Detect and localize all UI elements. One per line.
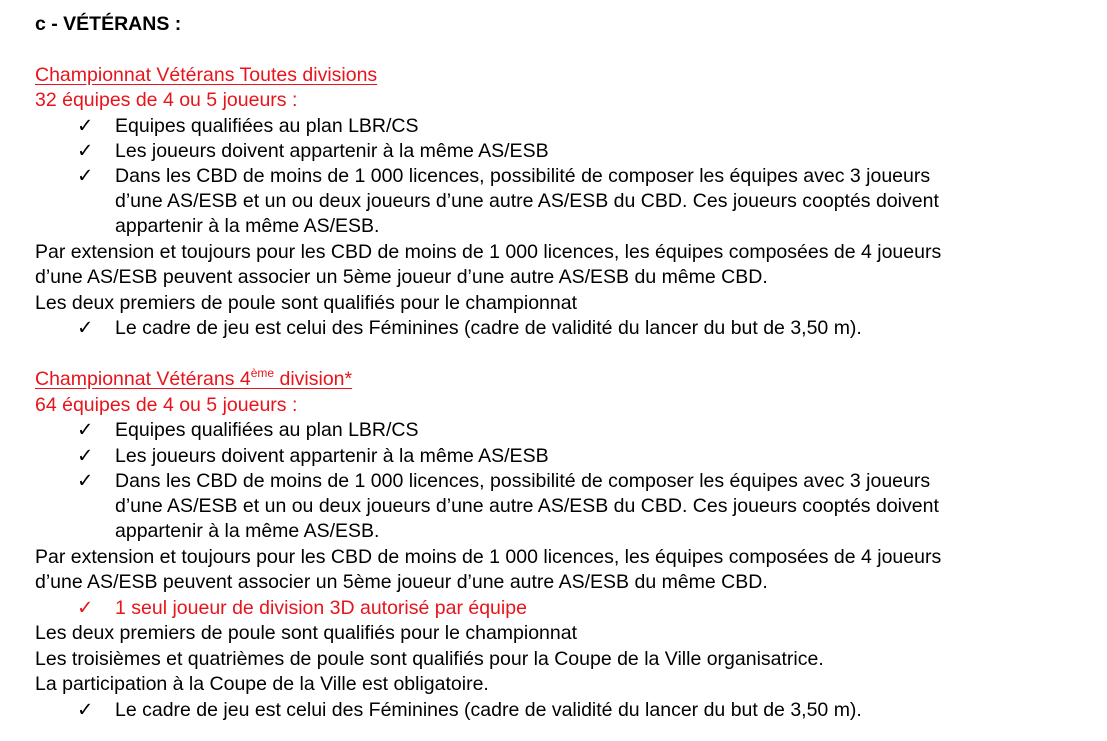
s1-bullet-4-text: Le cadre de jeu est celui des Féminines (cadre de validité du lancer du but de 3,50 m). (115, 317, 862, 339)
s1-bullet-3-text-l2: d’une AS/ESB et un ou deux joueurs d’une autre AS/ESB du CBD. Ces joueurs cooptés doivent (115, 190, 939, 212)
s2-bullet-3 (35, 469, 1075, 494)
check-icon: ✓ (77, 419, 94, 441)
s2-bullet-1 (35, 418, 1075, 443)
s2-paragraph-1-l1: Par extension et toujours pour les CBD de moins de 1 000 licences, les équipes composées de 4 joueurs (35, 546, 942, 568)
check-icon: ✓ (77, 140, 94, 162)
s2-paragraph-4: La participation à la Coupe de la Ville est obligatoire. (35, 673, 489, 695)
s1-teams: 32 équipes de 4 ou 5 joueurs : (35, 89, 298, 111)
s2-bullet-3-text-l1: Dans les CBD de moins de 1 000 licences, possibilité de composer les équipes avec 3 joueurs (115, 470, 931, 492)
s1-heading: Championnat Vétérans Toutes divisions (35, 64, 378, 86)
s2-bullet-red (35, 596, 1075, 621)
s2-heading (35, 367, 352, 392)
s1-bullet-2 (35, 139, 1075, 164)
s2-bullet-3-text-l2: d’une AS/ESB et un ou deux joueurs d’une autre AS/ESB du CBD. Ces joueurs cooptés doivent (115, 495, 939, 517)
s1-paragraph-1-l2: d’une AS/ESB peuvent associer un 5ème joueur d’une autre AS/ESB du même CBD. (35, 266, 768, 288)
check-icon: ✓ (77, 597, 94, 619)
check-icon: ✓ (77, 317, 94, 339)
s2-paragraph-3: Les troisièmes et quatrièmes de poule sont qualifiés pour la Coupe de la Ville organisatrice. (35, 648, 824, 670)
s1-bullet-4 (35, 316, 1075, 341)
check-icon: ✓ (77, 445, 94, 467)
check-icon: ✓ (77, 115, 94, 137)
s2-paragraph-2: Les deux premiers de poule sont qualifiés pour le championnat (35, 622, 578, 644)
s1-bullet-1-text: Equipes qualifiées au plan LBR/CS (115, 115, 419, 137)
s1-bullet-3-text-l3: appartenir à la même AS/ESB. (115, 215, 380, 237)
s2-heading-post: division* (274, 368, 353, 390)
s2-heading-pre: Championnat Vétérans 4 (35, 368, 251, 390)
s2-bullet-1-text: Equipes qualifiées au plan LBR/CS (115, 419, 419, 441)
s2-teams: 64 équipes de 4 ou 5 joueurs : (35, 394, 298, 416)
s1-bullet-2-text: Les joueurs doivent appartenir à la même AS/ESB (115, 140, 549, 162)
s1-paragraph-1-l1: Par extension et toujours pour les CBD de moins de 1 000 licences, les équipes composées de 4 joueurs (35, 241, 942, 263)
check-icon: ✓ (77, 699, 94, 721)
check-icon: ✓ (77, 165, 94, 187)
s2-bullet-2-text: Les joueurs doivent appartenir à la même AS/ESB (115, 445, 549, 467)
s2-bullet-4-text: Le cadre de jeu est celui des Féminines (cadre de validité du lancer du but de 3,50 m). (115, 699, 862, 721)
s2-bullet-3-text-l3: appartenir à la même AS/ESB. (115, 520, 380, 542)
check-icon: ✓ (77, 470, 94, 492)
s1-bullet-3 (35, 164, 1075, 189)
s2-bullet-4 (35, 698, 1075, 723)
s2-bullet-2 (35, 444, 1075, 469)
s1-paragraph-2: Les deux premiers de poule sont qualifiés pour le championnat (35, 292, 578, 314)
s2-heading-sup: ème (250, 365, 275, 380)
s1-bullet-3-text-l1: Dans les CBD de moins de 1 000 licences, possibilité de composer les équipes avec 3 joueurs (115, 165, 931, 187)
s2-bullet-red-text: 1 seul joueur de division 3D autorisé par équipe (115, 597, 527, 619)
s1-bullet-1 (35, 114, 1075, 139)
section-title: c - VÉTÉRANS : (35, 13, 182, 35)
s2-paragraph-1-l2: d’une AS/ESB peuvent associer un 5ème joueur d’une autre AS/ESB du même CBD. (35, 571, 768, 593)
